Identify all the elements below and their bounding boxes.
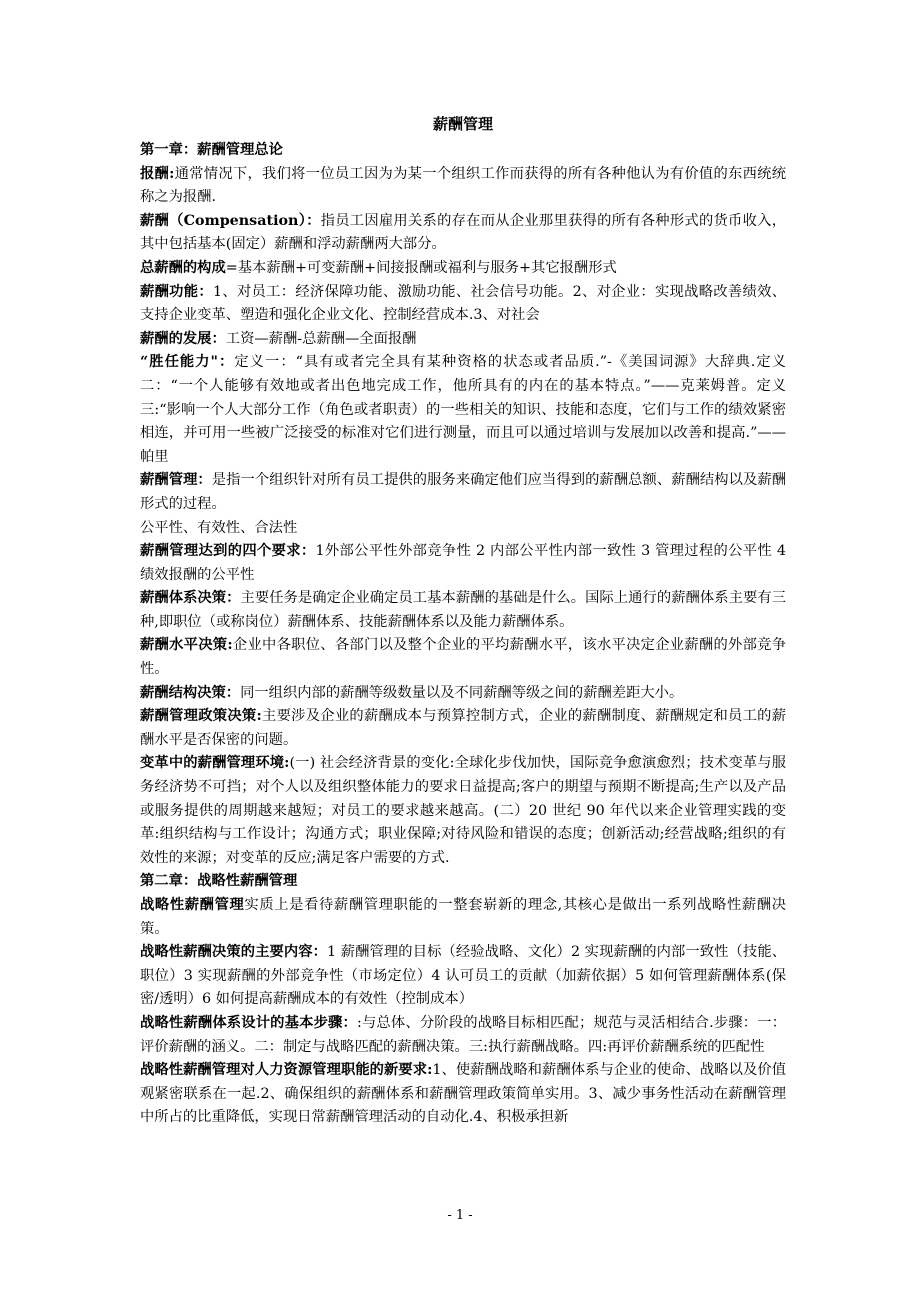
paragraph bbox=[140, 682, 786, 706]
paragraph bbox=[140, 705, 786, 752]
paragraph bbox=[140, 634, 786, 681]
term-heading: 薪酬管理政策决策: bbox=[140, 708, 262, 725]
paragraph bbox=[140, 328, 786, 352]
paragraph bbox=[140, 469, 786, 516]
term-heading: 战略性薪酬决策的主要内容： bbox=[140, 944, 328, 961]
paragraph-text: 定义一：“具有或者完全具有某种资格的状态或者品质.”-《美国词源》大辞典.定义二：“一个人能够有效地或者出色地完成工作，他所具有的内在的基本特点。”——克莱姆普。定义三:“影响一个人大部分工作（角色或者职责）的一些相关的知识、技能和态度，它们与工作的绩效紧密相连，并可用一些被广泛接受的标准对它们进行测量，而且可以通过培训与发展加以改善和提高.”——帕里 bbox=[140, 354, 786, 465]
term-heading: “胜任能力"： bbox=[140, 354, 235, 371]
paragraph-text: 1、使薪酬战略和薪酬体系与企业的使命、战略以及价值观紧密联系在一起.2、确保组织的薪酬体系和薪酬管理政策简单实用。3、减少事务性活动在薪酬管理中所占的比重降低，实现日常薪酬管理活动的自动化.4、积极承担新 bbox=[140, 1062, 787, 1126]
paragraph-text: 实质上是看待薪酬管理职能的一整套崭新的理念,其核心是做出一系列战略性薪酬决策。 bbox=[140, 897, 786, 937]
paragraph-text: 主要任务是确定企业确定员工基本薪酬的基础是什么。国际上通行的薪酬体系主要有三种,即职位（或称岗位）薪酬体系、技能薪酬体系以及能力薪酬体系。 bbox=[140, 590, 786, 630]
paragraph bbox=[140, 752, 786, 870]
paragraph bbox=[140, 941, 786, 1012]
page-number: - 1 - bbox=[447, 1208, 473, 1223]
term-heading: 第一章：薪酬管理总论 bbox=[140, 142, 283, 158]
page-body bbox=[140, 112, 786, 1130]
term-heading: 薪酬（Compensation）： bbox=[140, 212, 321, 229]
paragraph-text: 是指一个组织针对所有员工提供的服务来确定他们应当得到的薪酬总额、薪酬结构以及薪酬形式的过程。 bbox=[140, 472, 787, 512]
paragraph-text: 1外部公平性外部竞争性 2 内部公平性内部一致性 3 管理过程的公平性 4 绩效报酬的公平性 bbox=[140, 543, 786, 583]
paragraph-text: 1、对员工：经济保障功能、激励功能、社会信号功能。2、对企业：实现战略改善绩效、支持企业变革、塑造和强化企业文化、控制经营成本.3、对社会 bbox=[140, 283, 786, 324]
paragraph bbox=[140, 210, 786, 257]
paragraph-text: 通常情况下，我们将一位员工因为为某一个组织工作而获得的所有各种他认为有价值的东西统统称之为报酬. bbox=[140, 165, 786, 206]
term-heading: 薪酬管理： bbox=[140, 472, 212, 489]
term-heading: 薪酬管理达到的四个要求： bbox=[140, 543, 316, 560]
paragraph-text: (一) 社会经济背景的变化:全球化步伐加快，国际竞争愈演愈烈；技术变革与服务经济势不可挡；对个人以及组织整体能力的要求日益提高;客户的期望与预期不断提高;生产以及产品或服务提供的周期越来越短；对员工的要求越来越高。(二）20 世纪 90 年代以来企业管理实践的变革:组织结构与工作设计；沟通方式；职业保障;对待风险和错误的态度；创新活动;经营战略;组织的有效性的来源；对变革的反应;满足客户需要的方式. bbox=[140, 755, 787, 866]
paragraph bbox=[140, 351, 786, 469]
term-heading: 薪酬体系决策： bbox=[140, 590, 241, 607]
term-heading: 薪酬的发展： bbox=[140, 330, 226, 347]
term-heading: 战略性薪酬体系设计的基本步骤： bbox=[140, 1014, 357, 1031]
paragraph bbox=[140, 257, 786, 281]
paragraph-list bbox=[140, 139, 786, 1130]
paragraph-text: 工资—薪酬-总薪酬—全面报酬 bbox=[225, 330, 417, 347]
paragraph-text: 同一组织内部的薪酬等级数量以及不同薪酬等级之间的薪酬差距大小。 bbox=[240, 684, 684, 701]
paragraph-text: 企业中各职位、各部门以及整个企业的平均薪酬水平，该水平决定企业薪酬的外部竞争性。 bbox=[140, 637, 787, 678]
paragraph bbox=[140, 894, 786, 941]
paragraph bbox=[140, 1059, 786, 1130]
term-heading: 变革中的薪酬管理环境: bbox=[140, 755, 290, 772]
term-heading: 薪酬水平决策: bbox=[140, 637, 233, 654]
paragraph-text: :与总体、分阶段的战略目标相匹配；规范与灵活相结合.步骤：一：评价薪酬的涵义。二：制定与战略匹配的薪酬决策。三:执行薪酬战略。四:再评价薪酬系统的匹配性 bbox=[140, 1014, 787, 1055]
term-heading: 报酬: bbox=[140, 165, 175, 182]
term-heading: 第二章：战略性薪酬管理 bbox=[140, 873, 298, 890]
paragraph-text: 主要涉及企业的薪酬成本与预算控制方式，企业的薪酬制度、薪酬规定和员工的薪酬水平是否保密的问题。 bbox=[140, 708, 787, 748]
paragraph-text: 指员工因雇用关系的存在而从企业那里获得的所有各种形式的货币收入，其中包括基本(固定）薪酬和浮动薪酬两大部分。 bbox=[140, 212, 786, 253]
chapter-heading bbox=[140, 139, 786, 163]
paragraph-text: 公平性、有效性、合法性 bbox=[140, 519, 298, 536]
term-heading: 总薪酬的构成 bbox=[140, 259, 226, 276]
term-heading: 薪酬结构决策： bbox=[140, 684, 241, 701]
term-heading: 薪酬功能： bbox=[140, 283, 213, 300]
document-title: 薪酬管理 bbox=[432, 115, 493, 133]
paragraph-text: 1 薪酬管理的目标（经验战略、文化）2 实现薪酬的内部一致性（技能、职位）3 实现薪酬的外部竞争性（市场定位）4 认可员工的贡献（加薪依据）5 如何管理薪酬体系(保密/透明）6 如何提高薪酬成本的有效性（控制成本） bbox=[140, 944, 787, 1008]
paragraph bbox=[140, 517, 786, 541]
paragraph bbox=[140, 1012, 786, 1059]
term-heading: 战略性薪酬管理 bbox=[140, 897, 245, 913]
chapter-heading bbox=[140, 870, 786, 894]
paragraph bbox=[140, 540, 786, 587]
paragraph-text: =基本薪酬+可变薪酬+间接报酬或福利与服务+其它报酬形式 bbox=[225, 259, 617, 276]
paragraph bbox=[140, 587, 786, 634]
paragraph bbox=[140, 281, 786, 328]
paragraph bbox=[140, 163, 786, 210]
term-heading: 战略性薪酬管理对人力资源管理职能的新要求: bbox=[140, 1062, 433, 1079]
